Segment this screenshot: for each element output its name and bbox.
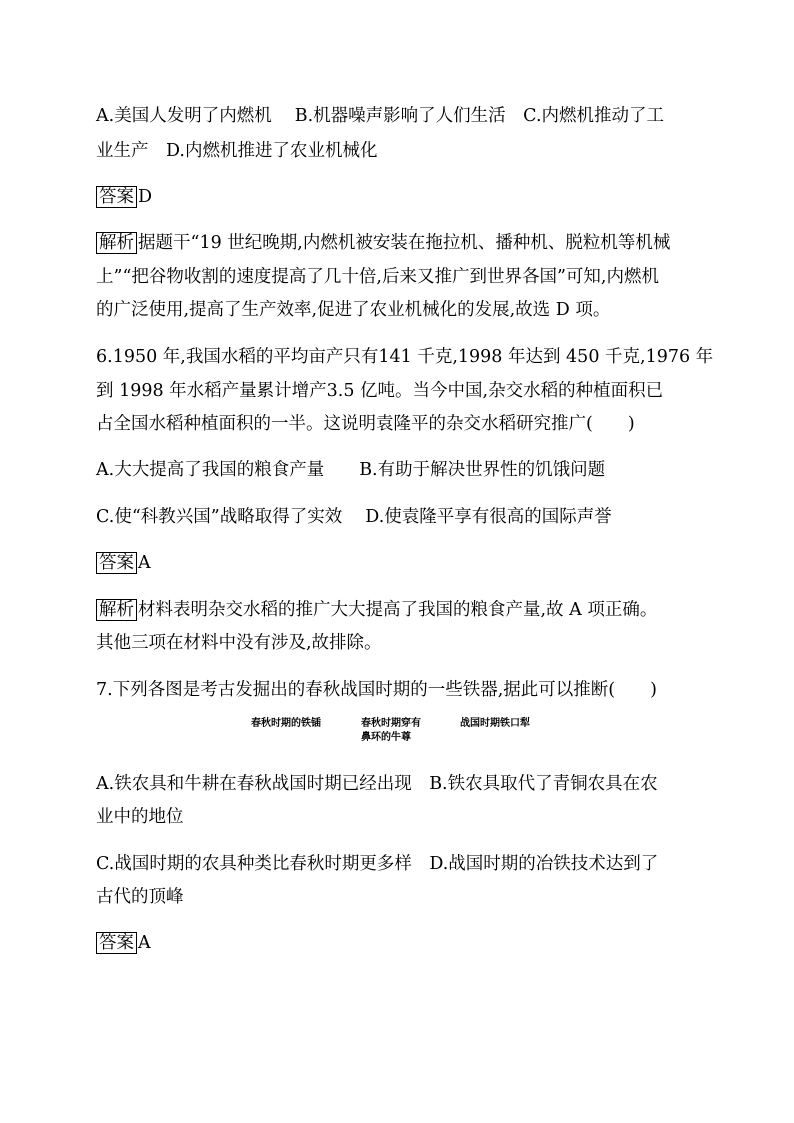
q5-analysis-line-3: 的广泛使用,提高了生产效率,促进了农业机械化的发展,故选 D 项。: [96, 300, 611, 320]
q5-options-line-1: A.美国人发明了内燃机 B.机器噪声影响了人们生活 C.内燃机推动了工: [96, 106, 665, 126]
analysis-text: 材料表明杂交水稻的推广大大提高了我国的粮食产量,故 A 项正确。: [138, 600, 658, 620]
analysis-text: 据题干“19 世纪晚期,内燃机被安装在拖拉机、播种机、脱粒机等机械: [138, 233, 671, 253]
figure-caption-ox-zun-line-1: 春秋时期穿有: [361, 718, 421, 729]
q5-analysis-line-2: 上”“把谷物收割的速度提高了几十倍,后来又推广到世界各国”可知,内燃机: [96, 267, 659, 287]
q7-options-line-3: C.战国时期的农具种类比春秋时期更多样 D.战国时期的冶铁技术达到了: [96, 854, 659, 874]
q5-options-line-2: 业生产 D.内燃机推进了农业机械化: [96, 141, 378, 161]
q7-options-line-4: 古代的顶峰: [96, 887, 184, 907]
answer-label-box: 答案: [96, 552, 137, 574]
answer-value: A: [138, 933, 151, 953]
q6-stem-line-1: 6.1950 年,我国水稻的平均亩产只有141 千克,1998 年达到 450 千克,1976 年: [96, 347, 714, 367]
q6-stem-line-3: 占全国水稻种植面积的一半。这说明袁隆平的杂交水稻研究推广( ): [96, 414, 635, 434]
figure-caption-ox-zun-line-2: 鼻环的牛尊: [361, 732, 411, 743]
q7-answer: [96, 931, 151, 955]
q7-stem: 7.下列各图是考古发掘出的春秋战国时期的一些铁器,据此可以推断( ): [96, 680, 657, 700]
answer-value: A: [138, 553, 151, 573]
answer-value: D: [138, 187, 153, 207]
q7-options-line-1: A.铁农具和牛耕在春秋战国时期已经出现 B.铁农具取代了青铜农具在农: [96, 774, 658, 794]
q6-analysis-line-2: 其他三项在材料中没有涉及,故排除。: [96, 633, 382, 653]
figure-caption-iron-spade: 春秋时期的铁锸: [251, 718, 321, 729]
figure-caption-iron-plough: 战国时期铁口犁: [460, 718, 530, 729]
q6-options-line-1: A.大大提高了我国的粮食产量 B.有助于解决世界性的饥饿问题: [96, 460, 606, 480]
answer-label-box: 答案: [96, 186, 137, 208]
analysis-label-box: 解析: [96, 232, 137, 254]
answer-label-box: 答案: [96, 932, 137, 954]
analysis-label-box: 解析: [96, 599, 137, 621]
q5-answer: [96, 185, 152, 209]
q6-stem-line-2: 到 1998 年水稻产量累计增产3.5 亿吨。当今中国,杂交水稻的种植面积已: [96, 381, 664, 401]
q6-answer: [96, 551, 151, 575]
q6-analysis-line-1: [96, 598, 657, 622]
q7-options-line-2: 业中的地位: [96, 807, 184, 827]
q6-options-line-2: C.使“科教兴国”战略取得了实效 D.使袁隆平享有很高的国际声誉: [96, 507, 612, 527]
q5-analysis-line-1: [96, 231, 670, 255]
